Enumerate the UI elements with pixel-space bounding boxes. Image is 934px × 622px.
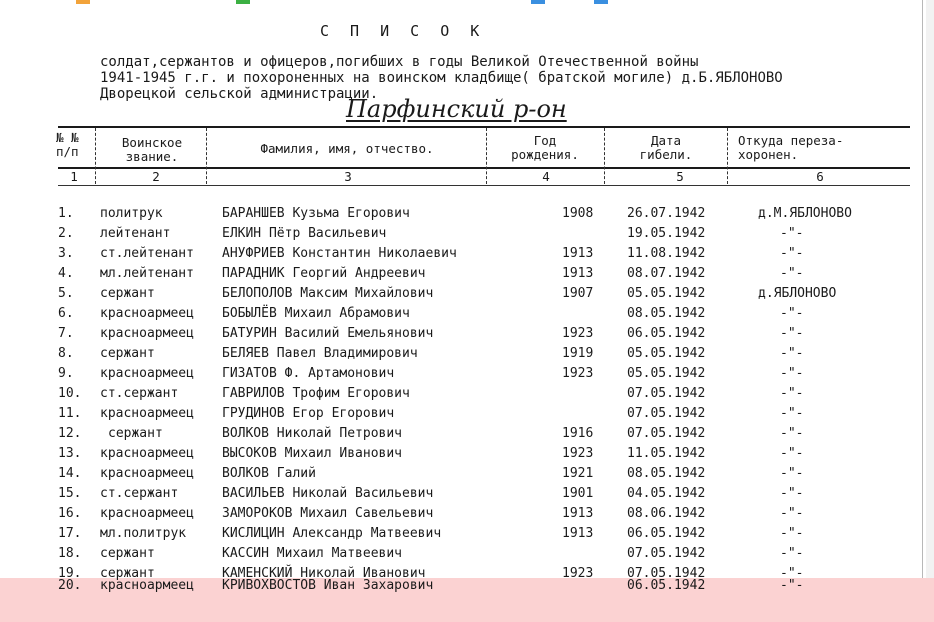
cell-year: 1921 bbox=[562, 466, 594, 481]
cell-rank: сержант bbox=[108, 426, 163, 441]
column-separator bbox=[604, 128, 605, 184]
cell-place: -"- bbox=[780, 486, 804, 501]
cell-year: 1907 bbox=[562, 286, 594, 301]
cell-num: 18. bbox=[58, 546, 82, 561]
cell-num: 17. bbox=[58, 526, 82, 541]
cell-name: КРИВОХВОСТОВ Иван Захарович bbox=[222, 578, 434, 593]
cell-rank: красноармеец bbox=[100, 406, 194, 421]
strip-mark bbox=[236, 0, 250, 4]
cell-year: 1901 bbox=[562, 486, 594, 501]
table-row bbox=[0, 326, 934, 346]
table-row bbox=[0, 406, 934, 426]
table-row bbox=[0, 466, 934, 486]
cell-name: ЕЛКИН Пётр Васильевич bbox=[222, 226, 387, 241]
cell-place: -"- bbox=[780, 366, 804, 381]
cell-num: 13. bbox=[58, 446, 82, 461]
cell-name: ПАРАДНИК Георгий Андреевич bbox=[222, 266, 426, 281]
column-number: 3 bbox=[344, 169, 352, 184]
cell-name: БЕЛОПОЛОВ Максим Михайлович bbox=[222, 286, 434, 301]
cell-place: -"- bbox=[780, 546, 804, 561]
table-row bbox=[0, 286, 934, 306]
cell-num: 8. bbox=[58, 346, 74, 361]
cell-rank: политрук bbox=[100, 206, 163, 221]
cell-date: 07.05.1942 bbox=[627, 406, 706, 421]
cell-num: 1. bbox=[58, 206, 74, 221]
handwritten-district-note: Парфинский р-он bbox=[346, 95, 567, 123]
cell-place: -"- bbox=[780, 266, 804, 281]
strip-mark bbox=[531, 0, 545, 4]
cell-name: АНУФРИЕВ Константин Николаевич bbox=[222, 246, 457, 261]
cell-date: 07.05.1942 bbox=[627, 546, 706, 561]
column-number: 1 bbox=[70, 169, 78, 184]
cell-num: 7. bbox=[58, 326, 74, 341]
cell-rank: мл.лейтенант bbox=[100, 266, 194, 281]
cell-place: -"- bbox=[780, 446, 804, 461]
cell-date: 11.08.1942 bbox=[627, 246, 706, 261]
subtitle-line: солдат,сержантов и офицеров,погибших в годы Великой Отечественной войны bbox=[100, 54, 699, 70]
cell-place: д.ЯБЛОНОВО bbox=[758, 286, 837, 301]
column-number: 4 bbox=[542, 169, 550, 184]
table-row bbox=[0, 386, 934, 406]
cell-num: 4. bbox=[58, 266, 74, 281]
cell-place: -"- bbox=[780, 306, 804, 321]
cell-place: -"- bbox=[780, 526, 804, 541]
cell-date: 08.07.1942 bbox=[627, 266, 706, 281]
table-row bbox=[0, 206, 934, 226]
cell-name: БАТУРИН Василий Емельянович bbox=[222, 326, 434, 341]
cell-rank: красноармеец bbox=[100, 506, 194, 521]
column-number: 6 bbox=[816, 169, 824, 184]
column-separator bbox=[486, 128, 487, 184]
cell-year: 1923 bbox=[562, 326, 594, 341]
cell-num: 20. bbox=[58, 578, 82, 593]
cell-date: 26.07.1942 bbox=[627, 206, 706, 221]
cell-name: ГАВРИЛОВ Трофим Егорович bbox=[222, 386, 410, 401]
cell-num: 19. bbox=[58, 566, 82, 581]
cell-place: -"- bbox=[780, 426, 804, 441]
subtitle-line: 1941-1945 г.г. и похороненных на воинском кладбище( братской могиле) д.Б.ЯБЛОНОВО bbox=[100, 70, 783, 86]
table-row bbox=[0, 546, 934, 566]
cell-name: КАССИН Михаил Матвеевич bbox=[222, 546, 403, 561]
cell-year: 1913 bbox=[562, 246, 594, 261]
cell-name: ГРУДИНОВ Егор Егорович bbox=[222, 406, 395, 421]
cell-rank: ст.сержант bbox=[100, 486, 179, 501]
cell-place: -"- bbox=[780, 346, 804, 361]
header-reburied-from: Откуда переза- хоронен. bbox=[738, 133, 844, 162]
cell-date: 06.05.1942 bbox=[627, 326, 706, 341]
cell-year: 1913 bbox=[562, 506, 594, 521]
cell-date: 07.05.1942 bbox=[627, 566, 706, 581]
strip-mark bbox=[76, 0, 90, 4]
cell-date: 07.05.1942 bbox=[627, 386, 706, 401]
table-row bbox=[0, 446, 934, 466]
cell-num: 3. bbox=[58, 246, 74, 261]
cell-rank: сержант bbox=[100, 286, 155, 301]
cell-place: -"- bbox=[780, 226, 804, 241]
table-row bbox=[0, 346, 934, 366]
table-row bbox=[0, 366, 934, 386]
cell-date: 07.05.1942 bbox=[627, 426, 706, 441]
table-row bbox=[0, 578, 934, 598]
cell-rank: ст.сержант bbox=[100, 386, 179, 401]
table-row bbox=[0, 226, 934, 246]
cell-name: ЗАМОРОКОВ Михаил Савельевич bbox=[222, 506, 434, 521]
cell-year: 1913 bbox=[562, 266, 594, 281]
cell-date: 08.06.1942 bbox=[627, 506, 706, 521]
table-row bbox=[0, 506, 934, 526]
cell-date: 04.05.1942 bbox=[627, 486, 706, 501]
cell-year: 1916 bbox=[562, 426, 594, 441]
column-number: 2 bbox=[152, 169, 160, 184]
cell-date: 11.05.1942 bbox=[627, 446, 706, 461]
cell-rank: красноармеец bbox=[100, 578, 194, 593]
cell-name: ВОЛКОВ Галий bbox=[222, 466, 316, 481]
cell-num: 14. bbox=[58, 466, 82, 481]
cell-year: 1908 bbox=[562, 206, 594, 221]
cell-name: КИСЛИЦИН Александр Матвеевич bbox=[222, 526, 442, 541]
cell-year: 1913 bbox=[562, 526, 594, 541]
cell-num: 12. bbox=[58, 426, 82, 441]
cell-rank: мл.политрук bbox=[100, 526, 187, 541]
cell-date: 06.05.1942 bbox=[627, 526, 706, 541]
cell-name: КАМЕНСКИЙ Николай Иванович bbox=[222, 566, 426, 581]
header-death-date: Дата гибели. bbox=[639, 133, 693, 162]
cell-date: 08.05.1942 bbox=[627, 466, 706, 481]
cell-num: 15. bbox=[58, 486, 82, 501]
cell-rank: красноармеец bbox=[100, 446, 194, 461]
cell-num: 5. bbox=[58, 286, 74, 301]
cell-name: БОБЫЛЁВ Михаил Абрамович bbox=[222, 306, 410, 321]
cell-date: 19.05.1942 bbox=[627, 226, 706, 241]
table-row bbox=[0, 526, 934, 546]
cell-num: 16. bbox=[58, 506, 82, 521]
cell-rank: сержант bbox=[100, 546, 155, 561]
cell-place: -"- bbox=[780, 578, 804, 593]
cell-num: 9. bbox=[58, 366, 74, 381]
cell-year: 1919 bbox=[562, 346, 594, 361]
header-rank: Воинское звание. bbox=[121, 135, 183, 164]
cell-place: -"- bbox=[780, 386, 804, 401]
cell-name: ГИЗАТОВ Ф. Артамонович bbox=[222, 366, 395, 381]
cell-place: д.М.ЯБЛОНОВО bbox=[758, 206, 852, 221]
cell-num: 6. bbox=[58, 306, 74, 321]
header-full-name: Фамилия, имя, отчество. bbox=[260, 141, 434, 156]
cell-date: 05.05.1942 bbox=[627, 286, 706, 301]
top-color-strip bbox=[0, 0, 934, 4]
cell-place: -"- bbox=[780, 406, 804, 421]
table-row bbox=[0, 306, 934, 326]
column-separator bbox=[727, 128, 728, 184]
header-number: № № п/п bbox=[56, 130, 79, 159]
cell-date: 06.05.1942 bbox=[627, 578, 706, 593]
strip-mark bbox=[594, 0, 608, 4]
cell-rank: сержант bbox=[100, 346, 155, 361]
subtitle-line: Дворецкой сельской администрации. bbox=[100, 86, 379, 102]
cell-rank: лейтенант bbox=[100, 226, 171, 241]
cell-place: -"- bbox=[780, 326, 804, 341]
cell-rank: красноармеец bbox=[100, 466, 194, 481]
cell-place: -"- bbox=[780, 466, 804, 481]
cell-rank: красноармеец bbox=[100, 366, 194, 381]
cell-date: 05.05.1942 bbox=[627, 346, 706, 361]
cell-name: ВЫСОКОВ Михаил Иванович bbox=[222, 446, 403, 461]
cell-rank: красноармеец bbox=[100, 326, 194, 341]
cell-num: 11. bbox=[58, 406, 82, 421]
cell-year: 1923 bbox=[562, 566, 594, 581]
cell-place: -"- bbox=[780, 506, 804, 521]
table-row bbox=[0, 266, 934, 286]
table-row bbox=[0, 486, 934, 506]
cell-rank: ст.лейтенант bbox=[100, 246, 194, 261]
cell-num: 2. bbox=[58, 226, 74, 241]
table-top-rule bbox=[58, 126, 910, 128]
cell-year: 1923 bbox=[562, 446, 594, 461]
column-number-rule bbox=[58, 185, 910, 186]
document-title: С П И С О К bbox=[320, 22, 481, 40]
table-row bbox=[0, 246, 934, 266]
cell-rank: красноармеец bbox=[100, 306, 194, 321]
cell-name: БАРАНШЕВ Кузьма Егорович bbox=[222, 206, 410, 221]
cell-date: 05.05.1942 bbox=[627, 366, 706, 381]
cell-place: -"- bbox=[780, 566, 804, 581]
column-number: 5 bbox=[676, 169, 684, 184]
column-separator bbox=[206, 128, 207, 184]
header-birth-year: Год рождения. bbox=[511, 133, 579, 162]
cell-year: 1923 bbox=[562, 366, 594, 381]
cell-name: БЕЛЯЕВ Павел Владимирович bbox=[222, 346, 418, 361]
cell-rank: сержант bbox=[100, 566, 155, 581]
table-row bbox=[0, 426, 934, 446]
cell-name: ВАСИЛЬЕВ Николай Васильевич bbox=[222, 486, 434, 501]
cell-num: 10. bbox=[58, 386, 82, 401]
cell-date: 08.05.1942 bbox=[627, 306, 706, 321]
cell-name: ВОЛКОВ Николай Петрович bbox=[222, 426, 403, 441]
cell-place: -"- bbox=[780, 246, 804, 261]
